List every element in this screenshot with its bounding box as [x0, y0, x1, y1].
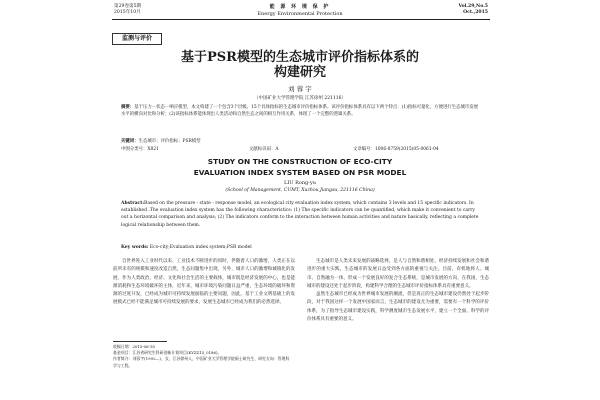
title-cn-line2: 构建研究: [273, 65, 326, 80]
volume-en: Vol.29,No.5: [458, 4, 488, 9]
footnote-rule: [113, 341, 167, 342]
abstract-en-label: Abstract:: [121, 201, 145, 206]
section-tag: 监测与评价: [112, 33, 162, 45]
affiliation-cn: （中国矿业大学管理学院 江苏徐州 221116）: [253, 96, 347, 101]
date-cn: 2015年10月: [114, 10, 141, 15]
abstract-en-text: Based on the pressure - state - response model, an ecological city evaluation index system, which contains 3 levels and 15 specific indicators. In established .The evaluation index system has the following characteristics: (1) The specific indicators can be quantified, which make it convenient to carry out a horizontal comparison and analysis; (2) The indicators conform to the interaction between human activities and nature basically, reflecting a complete logical relationship between them.: [121, 201, 479, 228]
body-paragraph: 生态城市是人类未来发展的战略选择，是人与自然和谐相处、经济持续发展和社会和谐进步的重大实践，生态城市的发展日益受到各方面的重视与关注。目前，有机地将人、城市、自然融为一体，形成一个发展良好的复合生态系统，是城市发展的方向，在我国，生态城市的建设还处于起步阶段，构建科学合理的生态城市评价指标体系具有重要意义。: [307, 259, 489, 289]
title-cn-line1: 基于PSR模型的生态城市评价指标体系的: [181, 50, 419, 65]
journal-name-cn: 能 源 环 境 保 护: [269, 4, 331, 10]
received-date: 收稿日期：2015-06-18: [113, 344, 155, 349]
journal-name-en: Energy Environmental Protection: [257, 10, 343, 17]
abstract-cn-label: 摘要：: [121, 105, 135, 110]
article-number: 文章编号：1006-8759(2015)05-0061-04: [353, 147, 439, 152]
date-en: Oct.,2015: [463, 10, 488, 15]
volume-cn: 第29卷第5期: [114, 4, 142, 9]
title-cn: [0, 50, 600, 80]
keywords-cn-text: 生态城市；评价指标；PSR模型: [138, 139, 201, 144]
document-code: 文献标识码：A: [249, 147, 279, 152]
keywords-en-label: Key words:: [121, 245, 149, 250]
title-en-line1: STUDY ON THE CONSTRUCTION OF ECO-CITY: [207, 157, 393, 166]
body-paragraph: 自世界进入工业时代以来，工业技术不断进步的同时，伴随着人口的激增，人类正在以前所未有的规模和速度改造自然，生态问题集中出现，另外，城市人口的激增和城镇化的发展，作为人类政治、经济、文化和社会生活的主要载体，城市既是经济发展的中心，也是能源消耗和生态环境破坏的主体，近年来，城市环境污染问题日益严重，生态环境的破坏和资源的过度开发，已经成为城市可持续发展面临的主要问题，因此，基于工业文明基础上的发展模式已经不能满足城市可持续发展的要求，发展生态城市已经成为我们的必然选择。: [113, 259, 295, 306]
body-column-right: [307, 258, 489, 324]
author-cn: 刘 蓉 宇: [288, 85, 312, 93]
title-en-line2: EVALUATION INDEX SYSTEM BASED ON PSR MODEL: [193, 168, 407, 177]
body-column-left: [113, 258, 295, 308]
clc-number: 中图分类号：X821: [121, 147, 159, 152]
abstract-cn-text: 基于压力－状态－响应模型，本文构建了一个包含3个层级、15个具体指标的生态城市评价指标体系。该评价指标体系具有以下两个特点：(1)指标可量化，方便进行生态城市发展水平的横向对比和分析；(2)该指标体系能体现出人类活动和自然生态之间的相互作用关系，体现了一个完整的逻辑关系。: [121, 105, 479, 118]
header-rule: [112, 19, 490, 20]
affiliation-en: (School of Management, CUMT, Xuzhou Jiangsu, 221116 China): [225, 188, 375, 193]
abstract-en: [121, 200, 479, 229]
header-center: [0, 4, 600, 17]
abstract-cn: [121, 104, 479, 118]
header-right: [458, 4, 488, 16]
keywords-cn: [121, 138, 479, 145]
fund-info: 基金项目：江苏省研究生科研创新计划项目(KYZZ15_0186)。: [113, 350, 222, 356]
footnote: [113, 344, 293, 369]
author-en: LIU Rong-yu: [283, 180, 317, 186]
keywords-cn-label: 关键词：: [121, 139, 139, 144]
title-en: [0, 156, 600, 178]
keywords-en-text: Eco-city;Evaluation index system;PSR model: [149, 245, 252, 250]
author-bio: 作者简介：刘蓉宇(1992—)，女，江苏徐州人，中国矿业大学管理学院硕士研究生，研究方向：管理科学与工程。: [113, 356, 290, 368]
body-paragraph: 虽然生态城市已经成为世界城市发展的潮流，但是真正的生态城市建设仍然处于起步阶段，对于我国这样一个发展中国家而言，生态城市的建设尤为重要，需要有一个科学的评价体系，为了指导生态城市建设实践，科学测度城市生态发展水平，建立一个全面、科学的评价体系具有重要的意义。: [307, 292, 489, 323]
keywords-en: [121, 244, 479, 251]
